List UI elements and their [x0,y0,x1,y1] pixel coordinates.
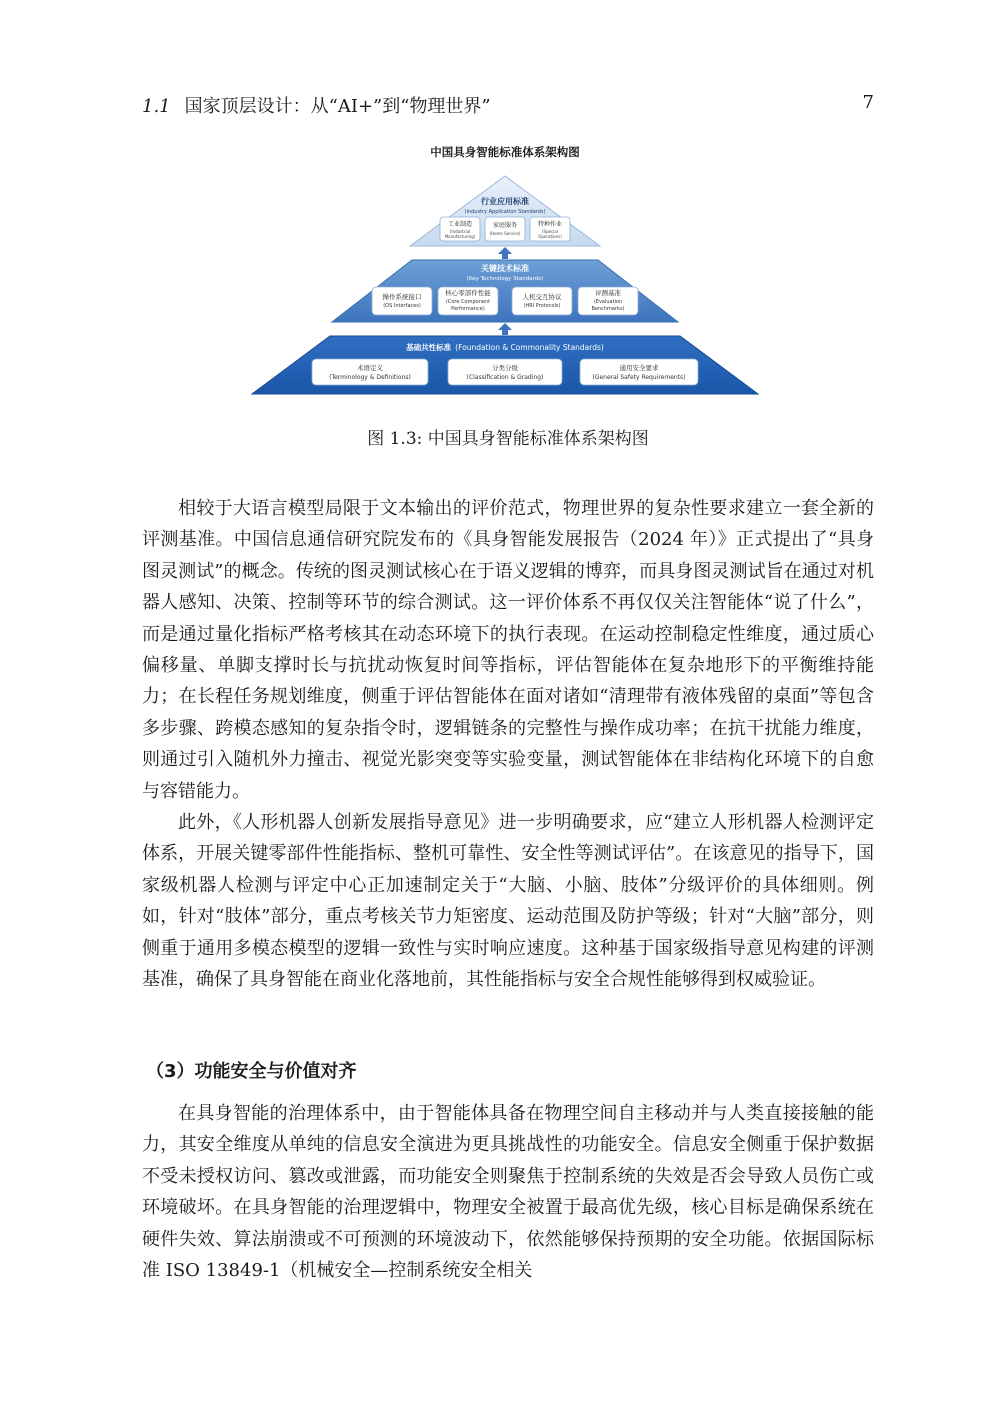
tier-top-box [440,217,480,241]
svg-text:通用安全要求: 通用安全要求 [619,364,659,372]
tier-top-box [530,217,570,241]
pyramid-diagram [250,138,760,400]
tier-bottom-label: 基础共性标准 (Foundation & Commonality Standards) [406,343,604,352]
svg-text:特种作业: 特种作业 [537,221,563,228]
tier-bottom-box [312,359,428,385]
tier-top-box [485,217,525,241]
svg-text:Manufacturing): Manufacturing) [444,234,476,239]
paragraph-1: 相较于大语言模型局限于文本输出的评价范式，物理世界的复杂性要求建立一套全新的评测基准。中国信息通信研究院发布的《具身智能发展报告（2024 年）》正式提出了“具身图灵测试”的概念。传统的图灵测试核心在于语义逻辑的博弈，而具身图灵测试旨在通过对机器人感知、决策、控制等环节的综合测试。这一评价体系不再仅仅关注智能体“说了什么”，而是通过量化指标严格考核其在动态环境下的执行表现。在运动控制稳定性维度，通过质心偏移量、单脚支撑时长与抗扰动恢复时间等指标，评估智能体在复杂地形下的平衡维持能力；在长程任务规划维度，侧重于评估智能体在面对诸如“清理带有液体残留的桌面”等包含多步骤、跨模态感知的复杂指令时，逻辑链条的完整性与操作成功率；在抗干扰能力维度，则通过引入随机外力撞击、视觉光影突变等实验变量，测试智能体在非结构化环境下的自愈与容错能力。 [142,498,874,802]
tier-top-label: 行业应用标准 [481,197,529,206]
svg-text:术语定义: 术语定义 [357,364,383,372]
svg-text:Benchmarks): Benchmarks) [591,306,625,312]
svg-text:(OS Interfaces): (OS Interfaces) [383,303,421,309]
section-number: 1.1 [142,96,171,117]
svg-text:操作系统接口: 操作系统接口 [382,293,422,301]
svg-text:Operations): Operations) [538,234,562,239]
figure-title: 中国具身智能标准体系架构图 [430,145,580,159]
arrow-up-icon [498,323,512,335]
svg-text:(General Safety Requirements): (General Safety Requirements) [592,374,686,381]
page-number: 7 [862,92,874,113]
tier-mid-label: 关键技术标准 [481,264,529,273]
subsection-heading: （3）功能安全与价值对齐 [146,1061,357,1082]
tier-bottom-box [448,359,562,385]
figure-caption: 图 1.3: 中国具身智能标准体系架构图 [367,429,649,449]
paragraph-3: 在具身智能的治理体系中，由于智能体具备在物理空间自主移动并与人类直接接触的能力，其安全维度从单纯的信息安全演进为更具挑战性的功能安全。信息安全侧重于保护数据不受未授权访问、篡改或泄露，而功能安全则聚焦于控制系统的失效是否会导致人员伤亡或环境破坏。在具身智能的治理逻辑中，物理安全被置于最高优先级，核心目标是确保系统在硬件失效、算法崩溃或不可预测的环境波动下，依然能够保持预期的安全功能。依据国际标准 ISO 13849-1（机械安全—控制系统安全相关 [142,1103,874,1282]
tier-top-label-en: (Industry Application Standards) [464,209,546,215]
svg-text:人机交互协议: 人机交互协议 [522,293,562,301]
svg-text:(Terminology & Definitions): (Terminology & Definitions) [329,374,411,381]
svg-text:(Industrial: (Industrial [449,229,471,234]
section-title: 国家顶层设计：从“AI+”到“物理世界” [184,96,491,117]
svg-text:评测基准: 评测基准 [595,289,621,297]
header-title [142,92,491,118]
tier-bottom-box [580,359,698,385]
svg-text:核心零部件性能: 核心零部件性能 [445,289,491,297]
tier-mid-box [512,287,572,315]
tier-mid-box [372,287,432,315]
svg-text:工业制造: 工业制造 [447,221,473,228]
svg-text:Performance): Performance) [451,306,485,312]
svg-text:(Core Component: (Core Component [445,299,491,305]
svg-text:(Home Service): (Home Service) [489,231,521,236]
tier-mid-box [578,287,638,315]
svg-text:(HRI Protocols): (HRI Protocols) [523,303,561,309]
svg-text:家庭服务: 家庭服务 [492,222,518,229]
arrow-up-icon [498,247,512,259]
paragraph-2: 此外，《人形机器人创新发展指导意见》进一步明确要求，应“建立人形机器人检测评定体系，开展关键零部件性能指标、整机可靠性、安全性等测试评估”。在该意见的指导下，国家级机器人检测与评定中心正加速制定关于“大脑、小脑、肢体”分级评价的具体细则。例如，针对“肢体”部分，重点考核关节力矩密度、运动范围及防护等级；针对“大脑”部分，则侧重于通用多模态模型的逻辑一致性与实时响应速度。这种基于国家级指导意见构建的评测基准，确保了具身智能在商业化落地前，其性能指标与安全合规性能够得到权威验证。 [142,812,874,991]
svg-text:(Classification & Grading): (Classification & Grading) [466,374,544,381]
figure-pyramid [250,138,760,400]
tier-mid-box [438,287,498,315]
tier-mid-label-en: (Key Technology Standards) [466,276,544,282]
svg-text:分类分级: 分类分级 [492,364,518,372]
running-header [142,92,874,118]
svg-text:(Special: (Special [542,229,558,234]
svg-text:(Evaluation: (Evaluation [593,299,623,305]
